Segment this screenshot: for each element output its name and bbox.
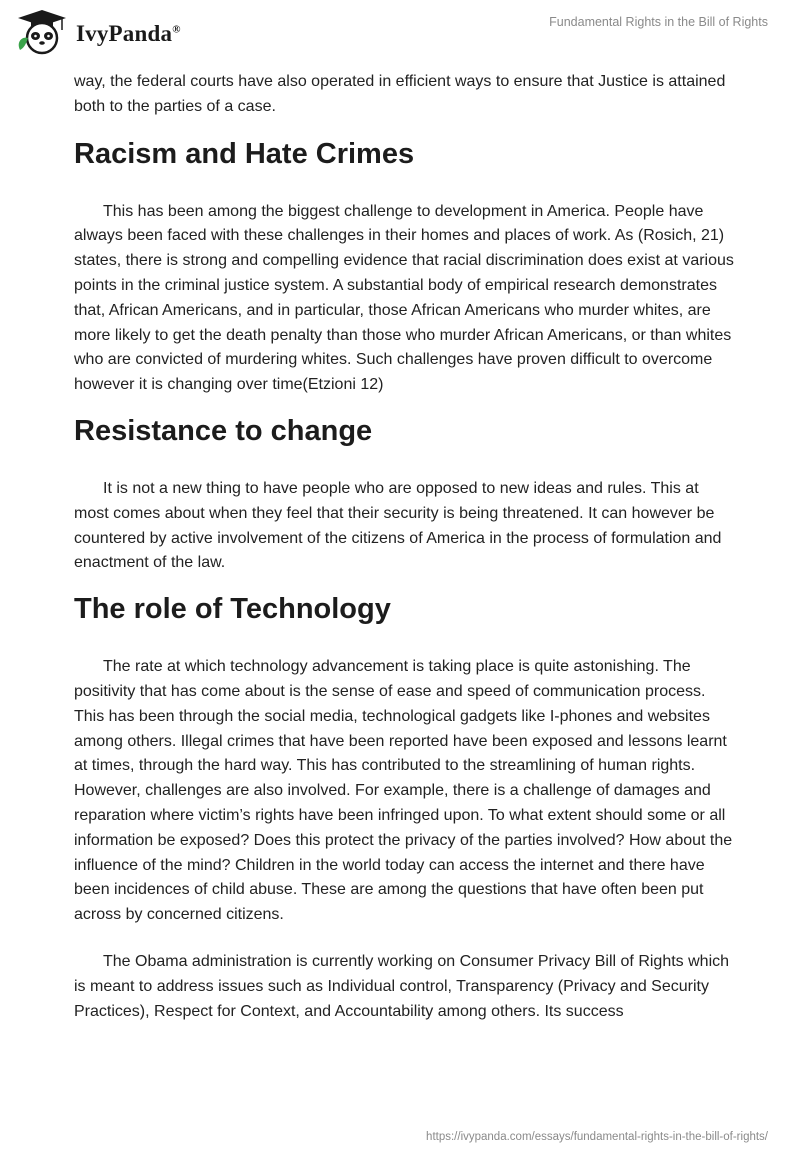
heading-racism: Racism and Hate Crimes [74,137,415,170]
paragraph-resistance: It is not a new thing to have people who are opposed to new ideas and rules. This at most comes about when they feel that their security is being threatened. It can however be countered by active involvement of the citizens of America in the process of formulation and enactment of the law. [74,479,722,572]
page-header [0,0,800,72]
paragraph-racism: This has been among the biggest challenge to development in America. People have always been faced with these challenges in their homes and places of work. As (Rosich, 21) states, there is strong and compelling evidence that racial discrimination does exist at various points in the criminal justice system. A substantial body of empirical research demonstrates that, African Americans, and in particular, those African Americans who murder whites, are more likely to get the death penalty than those who murder African Americans, or than whites who are convicted of murdering whites. Such challenges have proven difficult to overcome however it is changing over time(Etzioni 12) [74,202,734,394]
paragraph-obama: The Obama administration is currently working on Consumer Privacy Bill of Rights which is meant to address issues such as Individual control, Transparency (Privacy and Security Practices), Respect for Context, and Accountability among others. Its success [74,952,730,1020]
heading-resistance: Resistance to change [74,414,373,447]
paragraph-continuation: way, the federal courts have also operated in efficient ways to ensure that Justice is attained both to the parties of a case. [74,73,726,115]
brand-name: IvyPanda® [76,21,181,46]
paragraph-technology: The rate at which technology advancement is taking place is quite astonishing. The positivity that has come about is the sense of ease and speed of communication process. This has been through the social media, technological gadgets like I-phones and websites among others. Illegal crimes that have been reported have been exposed and lessons learnt at times, through the hard way. This has contributed to the streamlining of human rights. However, challenges are also involved. For example, there is a challenge of damages and reparation where victim’s rights have been infringed upon. To what extent should some or all information be exposed? Does this protect the privacy of the parties involved? How about the influence of the mind? Children in the world today can access the internet and there have been incidences of child abuse. These are among the questions that have often been put across by concerned citizens. [74,658,733,924]
essay-content [74,70,734,1040]
source-url[interactable]: https://ivypanda.com/essays/fundamental-rights-in-the-bill-of-rights/ [426,1131,768,1143]
ivypanda-logo[interactable] [14,8,181,56]
document-title: Fundamental Rights in the Bill of Rights [549,15,768,29]
panda-graduate-logo-icon [14,8,70,56]
heading-technology: The role of Technology [74,593,391,626]
